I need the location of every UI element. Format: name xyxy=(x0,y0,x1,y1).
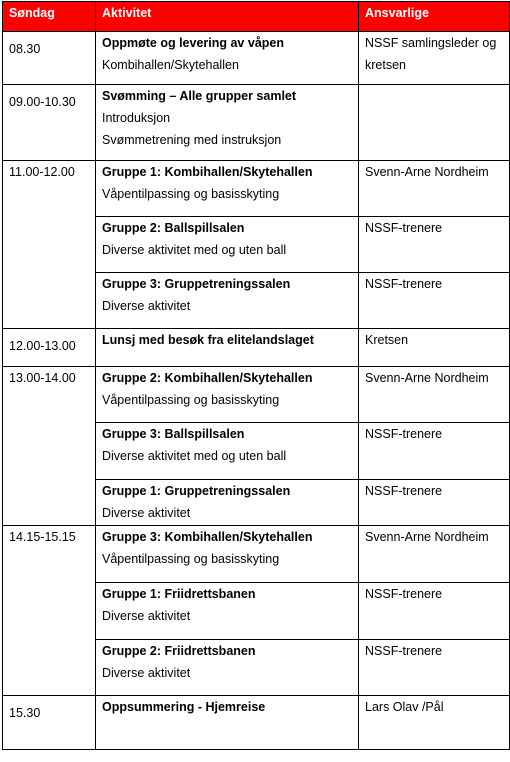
activity-cell xyxy=(96,423,359,480)
table-row xyxy=(3,329,510,367)
header-row xyxy=(3,2,510,32)
activity-title: Gruppe 3: Kombihallen/Skytehallen xyxy=(102,530,313,544)
table-row xyxy=(3,32,510,85)
time-cell: 09.00-10.30 xyxy=(3,85,96,161)
time-cell: 08.30 xyxy=(3,32,96,85)
activity-title: Gruppe 1: Friidrettsbanen xyxy=(102,587,256,601)
table-row xyxy=(3,85,510,161)
activity-cell xyxy=(96,217,359,273)
activity-line: Diverse aktivitet xyxy=(102,666,191,680)
activity-title: Gruppe 1: Gruppetreningssalen xyxy=(102,484,291,498)
table-row xyxy=(3,161,510,217)
responsible-cell xyxy=(359,85,510,161)
time-cell: 11.00-12.00 xyxy=(3,161,96,329)
activity-title: Gruppe 3: Ballspillsalen xyxy=(102,427,245,441)
activity-title: Oppsummering - Hjemreise xyxy=(102,700,266,714)
activity-cell xyxy=(96,640,359,696)
activity-cell xyxy=(96,85,359,161)
responsible-cell: NSSF-trenere xyxy=(359,640,510,696)
activity-line: Svømmetrening med instruksjon xyxy=(102,133,282,147)
responsible-cell: NSSF-trenere xyxy=(359,583,510,640)
activity-title: Gruppe 1: Kombihallen/Skytehallen xyxy=(102,165,313,179)
header-day: Søndag xyxy=(3,2,96,32)
activity-title: Gruppe 2: Ballspillsalen xyxy=(102,221,245,235)
activity-cell xyxy=(96,32,359,85)
activity-line: Diverse aktivitet xyxy=(102,299,191,313)
time-cell: 12.00-13.00 xyxy=(3,329,96,367)
activity-cell xyxy=(96,480,359,526)
responsible-cell: Svenn-Arne Nordheim xyxy=(359,367,510,423)
responsible-cell: Svenn-Arne Nordheim xyxy=(359,161,510,217)
activity-cell xyxy=(96,273,359,329)
schedule-table xyxy=(2,1,510,750)
table-row xyxy=(3,367,510,423)
activity-title: Gruppe 2: Friidrettsbanen xyxy=(102,644,256,658)
responsible-cell: NSSF samlingsleder og kretsen xyxy=(359,32,510,85)
responsible-cell: NSSF-trenere xyxy=(359,217,510,273)
activity-cell xyxy=(96,696,359,750)
responsible-cell: Svenn-Arne Nordheim xyxy=(359,526,510,583)
activity-title: Lunsj med besøk fra elitelandslaget xyxy=(102,333,314,347)
activity-title: Gruppe 2: Kombihallen/Skytehallen xyxy=(102,371,313,385)
time-cell: 15.30 xyxy=(3,696,96,750)
activity-line: Diverse aktivitet med og uten ball xyxy=(102,243,287,257)
responsible-cell: NSSF-trenere xyxy=(359,423,510,480)
activity-line: Diverse aktivitet xyxy=(102,506,191,520)
activity-line: Våpentilpassing og basisskyting xyxy=(102,393,280,407)
activity-title: Svømming – Alle grupper samlet xyxy=(102,89,297,103)
activity-line: Diverse aktivitet med og uten ball xyxy=(102,449,287,463)
activity-line: Våpentilpassing og basisskyting xyxy=(102,552,280,566)
activity-cell xyxy=(96,583,359,640)
responsible-cell: NSSF-trenere xyxy=(359,480,510,526)
header-activity: Aktivitet xyxy=(96,2,359,32)
activity-title: Oppmøte og levering av våpen xyxy=(102,36,284,50)
responsible-cell: NSSF-trenere xyxy=(359,273,510,329)
activity-title: Gruppe 3: Gruppetreningssalen xyxy=(102,277,291,291)
responsible-cell: Kretsen xyxy=(359,329,510,367)
time-cell: 14.15-15.15 xyxy=(3,526,96,696)
activity-line: Diverse aktivitet xyxy=(102,609,191,623)
time-cell: 13.00-14.00 xyxy=(3,367,96,526)
header-responsible: Ansvarlige xyxy=(359,2,510,32)
responsible-cell: Lars Olav /Pål xyxy=(359,696,510,750)
activity-line: Kombihallen/Skytehallen xyxy=(102,58,239,72)
table-row xyxy=(3,526,510,583)
activity-line: Introduksjon xyxy=(102,111,171,125)
activity-cell xyxy=(96,329,359,367)
activity-cell xyxy=(96,526,359,583)
activity-cell xyxy=(96,161,359,217)
activity-cell xyxy=(96,367,359,423)
activity-line: Våpentilpassing og basisskyting xyxy=(102,187,280,201)
table-row xyxy=(3,696,510,750)
